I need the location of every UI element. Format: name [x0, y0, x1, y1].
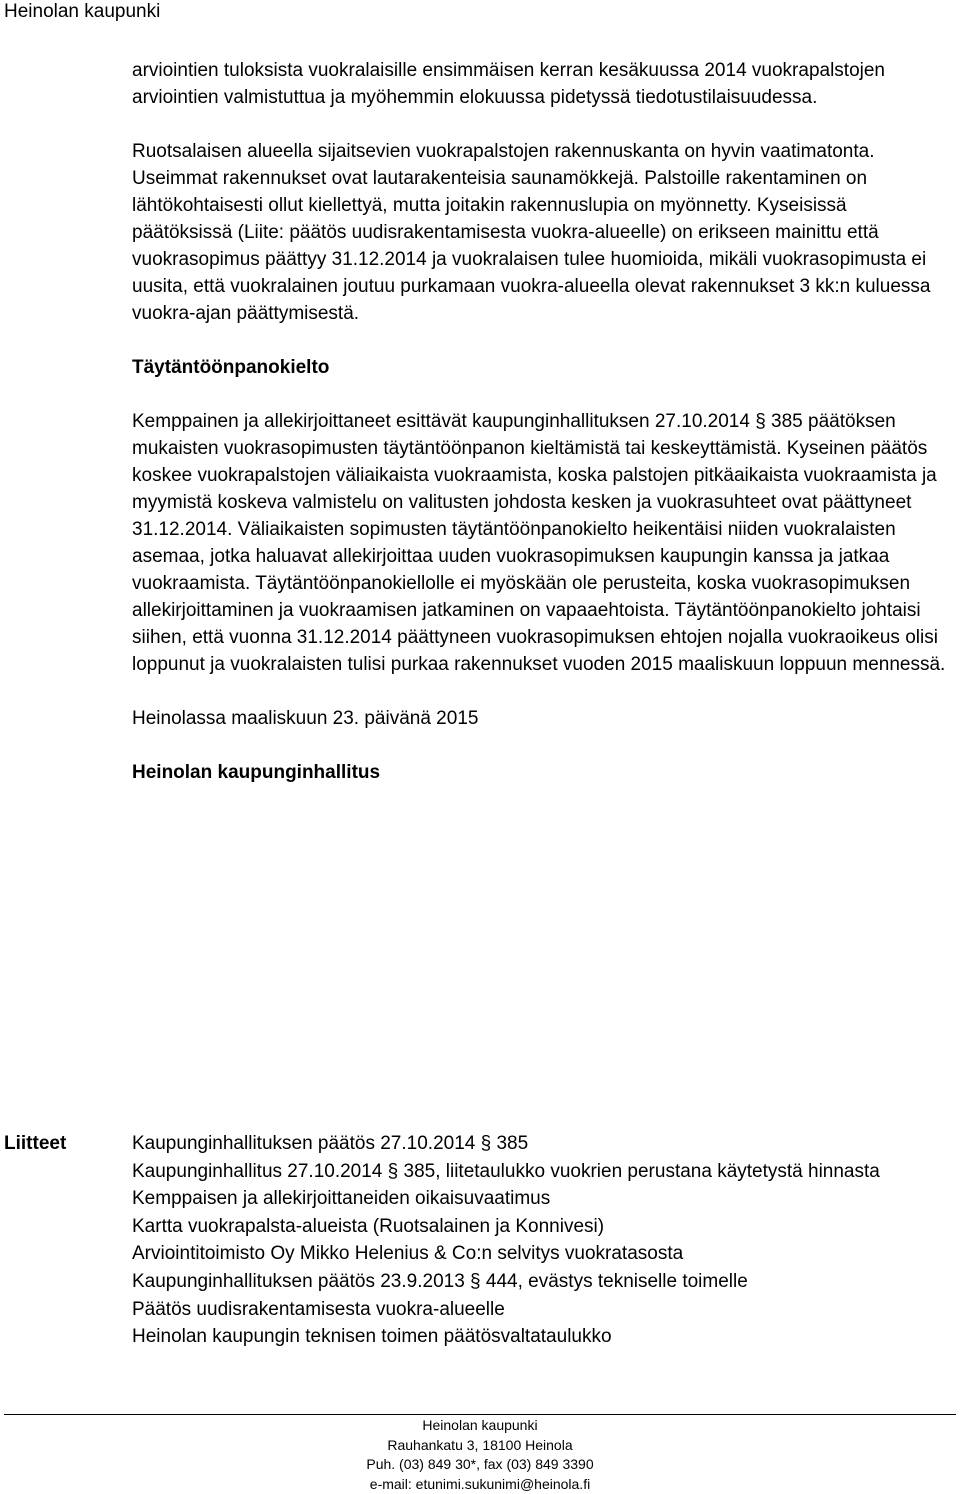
footer-address: Rauhankatu 3, 18100 Heinola — [0, 1436, 960, 1456]
attachment-item: Kartta vuokrapalsta-alueista (Ruotsalainen ja Konnivesi) — [132, 1213, 922, 1241]
document-body — [132, 57, 947, 786]
body-paragraph: arviointien tuloksista vuokralaisille ensimmäisen kerran kesäkuussa 2014 vuokrapalstojen arviointien valmistuttua ja myöhemmin elokuussa pidetyssä tiedotustilaisuudessa. — [132, 57, 947, 111]
attachments-label: Liitteet — [4, 1130, 66, 1158]
attachment-item: Heinolan kaupungin teknisen toimen päätösvaltataulukko — [132, 1323, 922, 1351]
attachment-item: Kaupunginhallitus 27.10.2014 § 385, liitetaulukko vuokrien perustana käytetystä hinnasta — [132, 1158, 922, 1186]
page-header-title: Heinolan kaupunki — [4, 0, 160, 24]
attachment-item: Kaupunginhallituksen päätös 27.10.2014 § 385 — [132, 1130, 922, 1158]
footer-divider — [4, 1414, 956, 1415]
section-heading: Täytäntöönpanokielto — [132, 354, 947, 381]
attachment-item: Kemppaisen ja allekirjoittaneiden oikaisuvaatimus — [132, 1185, 922, 1213]
attachments-list — [132, 1130, 922, 1351]
page-footer — [0, 1416, 960, 1494]
body-paragraph: Kemppainen ja allekirjoittaneet esittävät kaupunginhallituksen 27.10.2014 § 385 päätöksen mukaisten vuokrasopimusten täytäntöönpanon kieltämistä tai keskeyttämistä. Kyseinen päätös koskee vuokrapalstojen väliaikaista vuokraamista, koska palstojen pitkäaikaista vuokraamista ja myymistä koskeva valmistelu on valitusten johdosta kesken ja vuokrasuhteet ovat päättyneet 31.12.2014. Väliaikaisten sopimusten täytäntöönpanokielto heikentäisi niiden vuokralaisten asemaa, jotka haluavat allekirjoittaa uuden vuokrasopimuksen kaupungin kanssa ja jatkaa vuokraamista. Täytäntöönpanokiellolle ei myöskään ole perusteita, koska vuokrasopimuksen allekirjoittaminen ja vuokraamisen jatkaminen on vapaaehtoista. Täytäntöönpanokielto johtaisi siihen, että vuonna 31.12.2014 päättyneen vuokrasopimuksen ehtojen nojalla vuokraoikeus olisi loppunut ja vuokralaisten tulisi purkaa rakennukset vuoden 2015 maaliskuun loppuun mennessä. — [132, 408, 947, 678]
signature-line: Heinolan kaupunginhallitus — [132, 759, 947, 786]
attachment-item: Päätös uudisrakentamisesta vuokra-alueelle — [132, 1296, 922, 1324]
footer-organization: Heinolan kaupunki — [0, 1416, 960, 1436]
footer-email: e-mail: etunimi.sukunimi@heinola.fi — [0, 1475, 960, 1494]
attachment-item: Arviointitoimisto Oy Mikko Helenius & Co:n selvitys vuokratasosta — [132, 1240, 922, 1268]
footer-phone: Puh. (03) 849 30*, fax (03) 849 3390 — [0, 1455, 960, 1475]
body-paragraph: Ruotsalaisen alueella sijaitsevien vuokrapalstojen rakennuskanta on hyvin vaatimatonta. Useimmat rakennukset ovat lautarakenteisia saunamökkejä. Palstoille rakentaminen on lähtökohtaisesti ollut kiellettyä, mutta joitakin rakennuslupia on myönnetty. Kyseisissä päätöksissä (Liite: päätös uudisrakentamisesta vuokra-alueelle) on erikseen mainittu että vuokrasopimus päättyy 31.12.2014 ja vuokralaisen tulee huomioida, mikäli vuokrasopimusta ei uusita, että vuokralainen joutuu purkamaan vuokra-alueella olevat rakennukset 3 kk:n kuluessa vuokra-ajan päättymisestä. — [132, 138, 947, 327]
attachment-item: Kaupunginhallituksen päätös 23.9.2013 § 444, evästys tekniselle toimelle — [132, 1268, 922, 1296]
place-and-date: Heinolassa maaliskuun 23. päivänä 2015 — [132, 705, 947, 732]
